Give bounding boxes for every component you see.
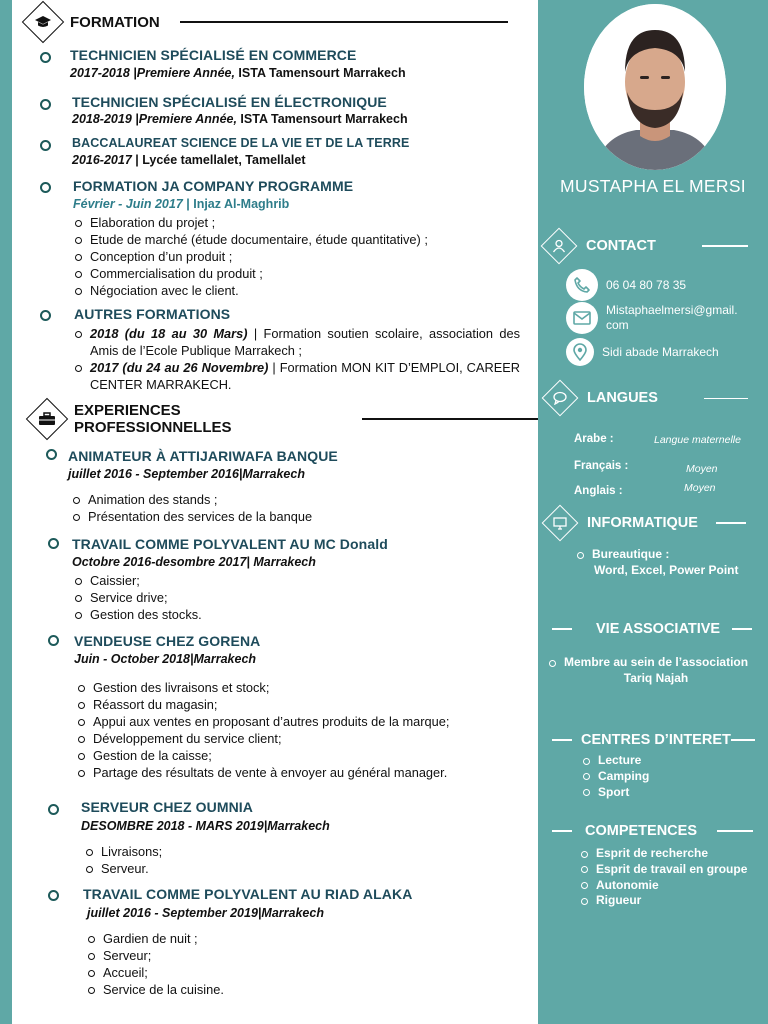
timeline-bullet [48, 635, 59, 646]
list-item: Développement du service client; [77, 730, 449, 747]
list-item: Rigueur [580, 893, 747, 909]
list-item: Gestion de la caisse; [77, 747, 449, 764]
list-item: Gardien de nuit ; [87, 930, 224, 947]
list-item: Animation des stands ; [72, 491, 312, 508]
contact-title: CONTACT [586, 238, 656, 254]
experiences-title: EXPERIENCES PROFESSIONNELLES [73, 402, 232, 436]
informatique-list [576, 547, 738, 579]
formation-3-title: BACCALAUREAT SCIENCE DE LA VIE ET DE LA TERRE [72, 136, 410, 150]
list-item: Présentation des services de la banque [72, 508, 312, 525]
competences-rule-right [717, 830, 753, 832]
vie-associative-list [548, 655, 748, 687]
speech-bubble-icon [542, 380, 579, 417]
list-item: Gestion des stocks. [74, 606, 202, 623]
list-item: Service drive; [74, 589, 202, 606]
experience-3-title: VENDEUSE CHEZ GORENA [74, 633, 261, 649]
informatique-header [547, 510, 746, 536]
timeline-bullet [40, 182, 51, 193]
contact-phone [566, 269, 686, 301]
vie-rule-left [552, 628, 572, 630]
list-item: Conception d’un produit ; [74, 248, 428, 265]
phone-icon [566, 269, 598, 301]
list-item: Serveur; [87, 947, 224, 964]
competences-list [580, 846, 747, 909]
language-level: Moyen [684, 482, 716, 494]
language-level: Moyen [686, 463, 718, 475]
list-item: Lecture [582, 753, 649, 769]
phone-number[interactable]: 06 04 80 78 35 [606, 277, 687, 292]
experience-3-list [77, 679, 449, 782]
location-pin-icon [566, 338, 594, 366]
timeline-bullet [48, 890, 59, 901]
list-item: Camping [582, 769, 649, 785]
informatique-title: INFORMATIQUE [587, 515, 698, 531]
list-item: 2017 (du 24 au 26 Novembre) | Formation MON KIT D’EMPLOI, CAREER CENTER MARRAKECH. [74, 359, 520, 393]
timeline-bullet [40, 99, 51, 110]
centres-header [552, 732, 755, 748]
timeline-bullet [40, 52, 51, 63]
list-item: Livraisons; [85, 843, 162, 860]
user-icon [541, 228, 578, 265]
experience-5-date: juillet 2016 - September 2019|Marrakech [87, 906, 324, 920]
langues-rule [704, 398, 748, 399]
timeline-bullet [40, 140, 51, 151]
autres-formations-list [74, 325, 520, 393]
langues-header [547, 385, 748, 411]
formation-title: FORMATION [70, 13, 160, 31]
address-text: Sidi abade Marrakech [602, 344, 719, 359]
experiences-header [32, 402, 538, 436]
experience-2-list [74, 572, 202, 623]
list-item: Caissier; [74, 572, 202, 589]
experience-1-title: ANIMATEUR À ATTIJARIWAFA BANQUE [68, 448, 338, 464]
vie-associative-header [552, 621, 752, 637]
timeline-bullet [48, 538, 59, 549]
vie-rule-right [732, 628, 752, 630]
competences-title: COMPETENCES [585, 823, 697, 839]
graduation-cap-icon [22, 1, 64, 43]
list-item: Sport [582, 785, 649, 801]
experience-5-list [87, 930, 224, 998]
experience-4-date: DESOMBRE 2018 - MARS 2019|Marrakech [81, 819, 330, 833]
experience-4-list [85, 843, 162, 877]
list-item: Membre au sein de l’association Tariq Najah [548, 655, 748, 687]
contact-rule [702, 245, 748, 247]
list-item: Bureautique : Word, Excel, Power Point [576, 547, 738, 579]
list-item: Etude de marché (étude documentaire, étude quantitative) ; [74, 231, 428, 248]
language-name: Anglais : [574, 485, 623, 497]
person-name: MUSTAPHA EL MERSI [560, 176, 746, 196]
mail-icon [566, 302, 598, 334]
formation-2-date: 2018-2019 |Premiere Année, ISTA Tamensourt Marrakech [72, 112, 408, 126]
experience-3-date: Juin - October 2018|Marrakech [74, 652, 257, 666]
timeline-bullet [40, 310, 51, 321]
timeline-bullet [46, 449, 57, 460]
vie-associative-title: VIE ASSOCIATIVE [596, 621, 721, 637]
experiences-rule [362, 418, 538, 420]
list-item: Serveur. [85, 860, 162, 877]
formation-4-list [74, 214, 428, 299]
experience-2-date: Octobre 2016-desombre 2017| Marrakech [72, 555, 316, 569]
list-item: Appui aux ventes en proposant d’autres produits de la marque; [77, 713, 449, 730]
contact-address [566, 338, 719, 366]
list-item: Négociation avec le client. [74, 282, 428, 299]
formation-3-date: 2016-2017 | Lycée tamellalet, Tamellalet [72, 153, 306, 167]
list-item: Autonomie [580, 878, 747, 894]
list-item: Accueil; [87, 964, 224, 981]
email-address[interactable]: Mistaphaelmersi@gmail. com [606, 303, 738, 332]
list-item: Commercialisation du produit ; [74, 265, 428, 282]
experience-4-title: SERVEUR CHEZ OUMNIA [81, 799, 253, 815]
monitor-icon [542, 505, 579, 542]
informatique-rule [716, 522, 746, 524]
competences-rule-left [552, 830, 572, 832]
centres-list [582, 753, 649, 800]
formation-header [28, 7, 508, 37]
language-name: Français : [574, 460, 629, 472]
list-item: Esprit de recherche [580, 846, 747, 862]
competences-header [552, 823, 753, 839]
langues-title: LANGUES [587, 390, 658, 406]
formation-4-date: Février - Juin 2017 | Injaz Al-Maghrib [73, 197, 290, 211]
list-item: Service de la cuisine. [87, 981, 224, 998]
list-item: 2018 (du 18 au 30 Mars) | Formation soutien scolaire, association des Amis de l’Ecole Publique Marrakech ; [74, 325, 520, 359]
formation-2-title: TECHNICIEN SPÉCIALISÉ EN ÉLECTRONIQUE [72, 94, 387, 110]
contact-header [546, 233, 748, 259]
formation-rule [180, 21, 508, 23]
profile-photo [584, 4, 726, 170]
formation-4-title: FORMATION JA COMPANY PROGRAMME [73, 178, 354, 194]
experience-1-list [72, 491, 312, 525]
formation-1-title: TECHNICIEN SPÉCIALISÉ EN COMMERCE [70, 47, 357, 63]
list-item: Elaboration du projet ; [74, 214, 428, 231]
contact-email [566, 302, 738, 334]
centres-title: CENTRES D’INTERET [581, 732, 731, 748]
briefcase-icon [26, 398, 68, 440]
list-item: Réassort du magasin; [77, 696, 449, 713]
experience-2-title: TRAVAIL COMME POLYVALENT AU MC Donald [72, 536, 388, 552]
centres-rule-right [731, 739, 755, 741]
list-item: Gestion des livraisons et stock; [77, 679, 449, 696]
autres-formations-title: AUTRES FORMATIONS [74, 306, 231, 322]
list-item: Partage des résultats de vente à envoyer au général manager. [77, 764, 449, 781]
language-level: Langue maternelle [654, 434, 741, 446]
experience-1-date: juillet 2016 - September 2016|Marrakech [68, 467, 305, 481]
language-name: Arabe : [574, 433, 614, 445]
experience-5-title: TRAVAIL COMME POLYVALENT AU RIAD ALAKA [83, 886, 413, 902]
timeline-bullet [48, 804, 59, 815]
list-item: Esprit de travail en groupe [580, 862, 747, 878]
centres-rule-left [552, 739, 572, 741]
formation-1-date: 2017-2018 |Premiere Année, ISTA Tamensourt Marrakech [70, 66, 406, 80]
